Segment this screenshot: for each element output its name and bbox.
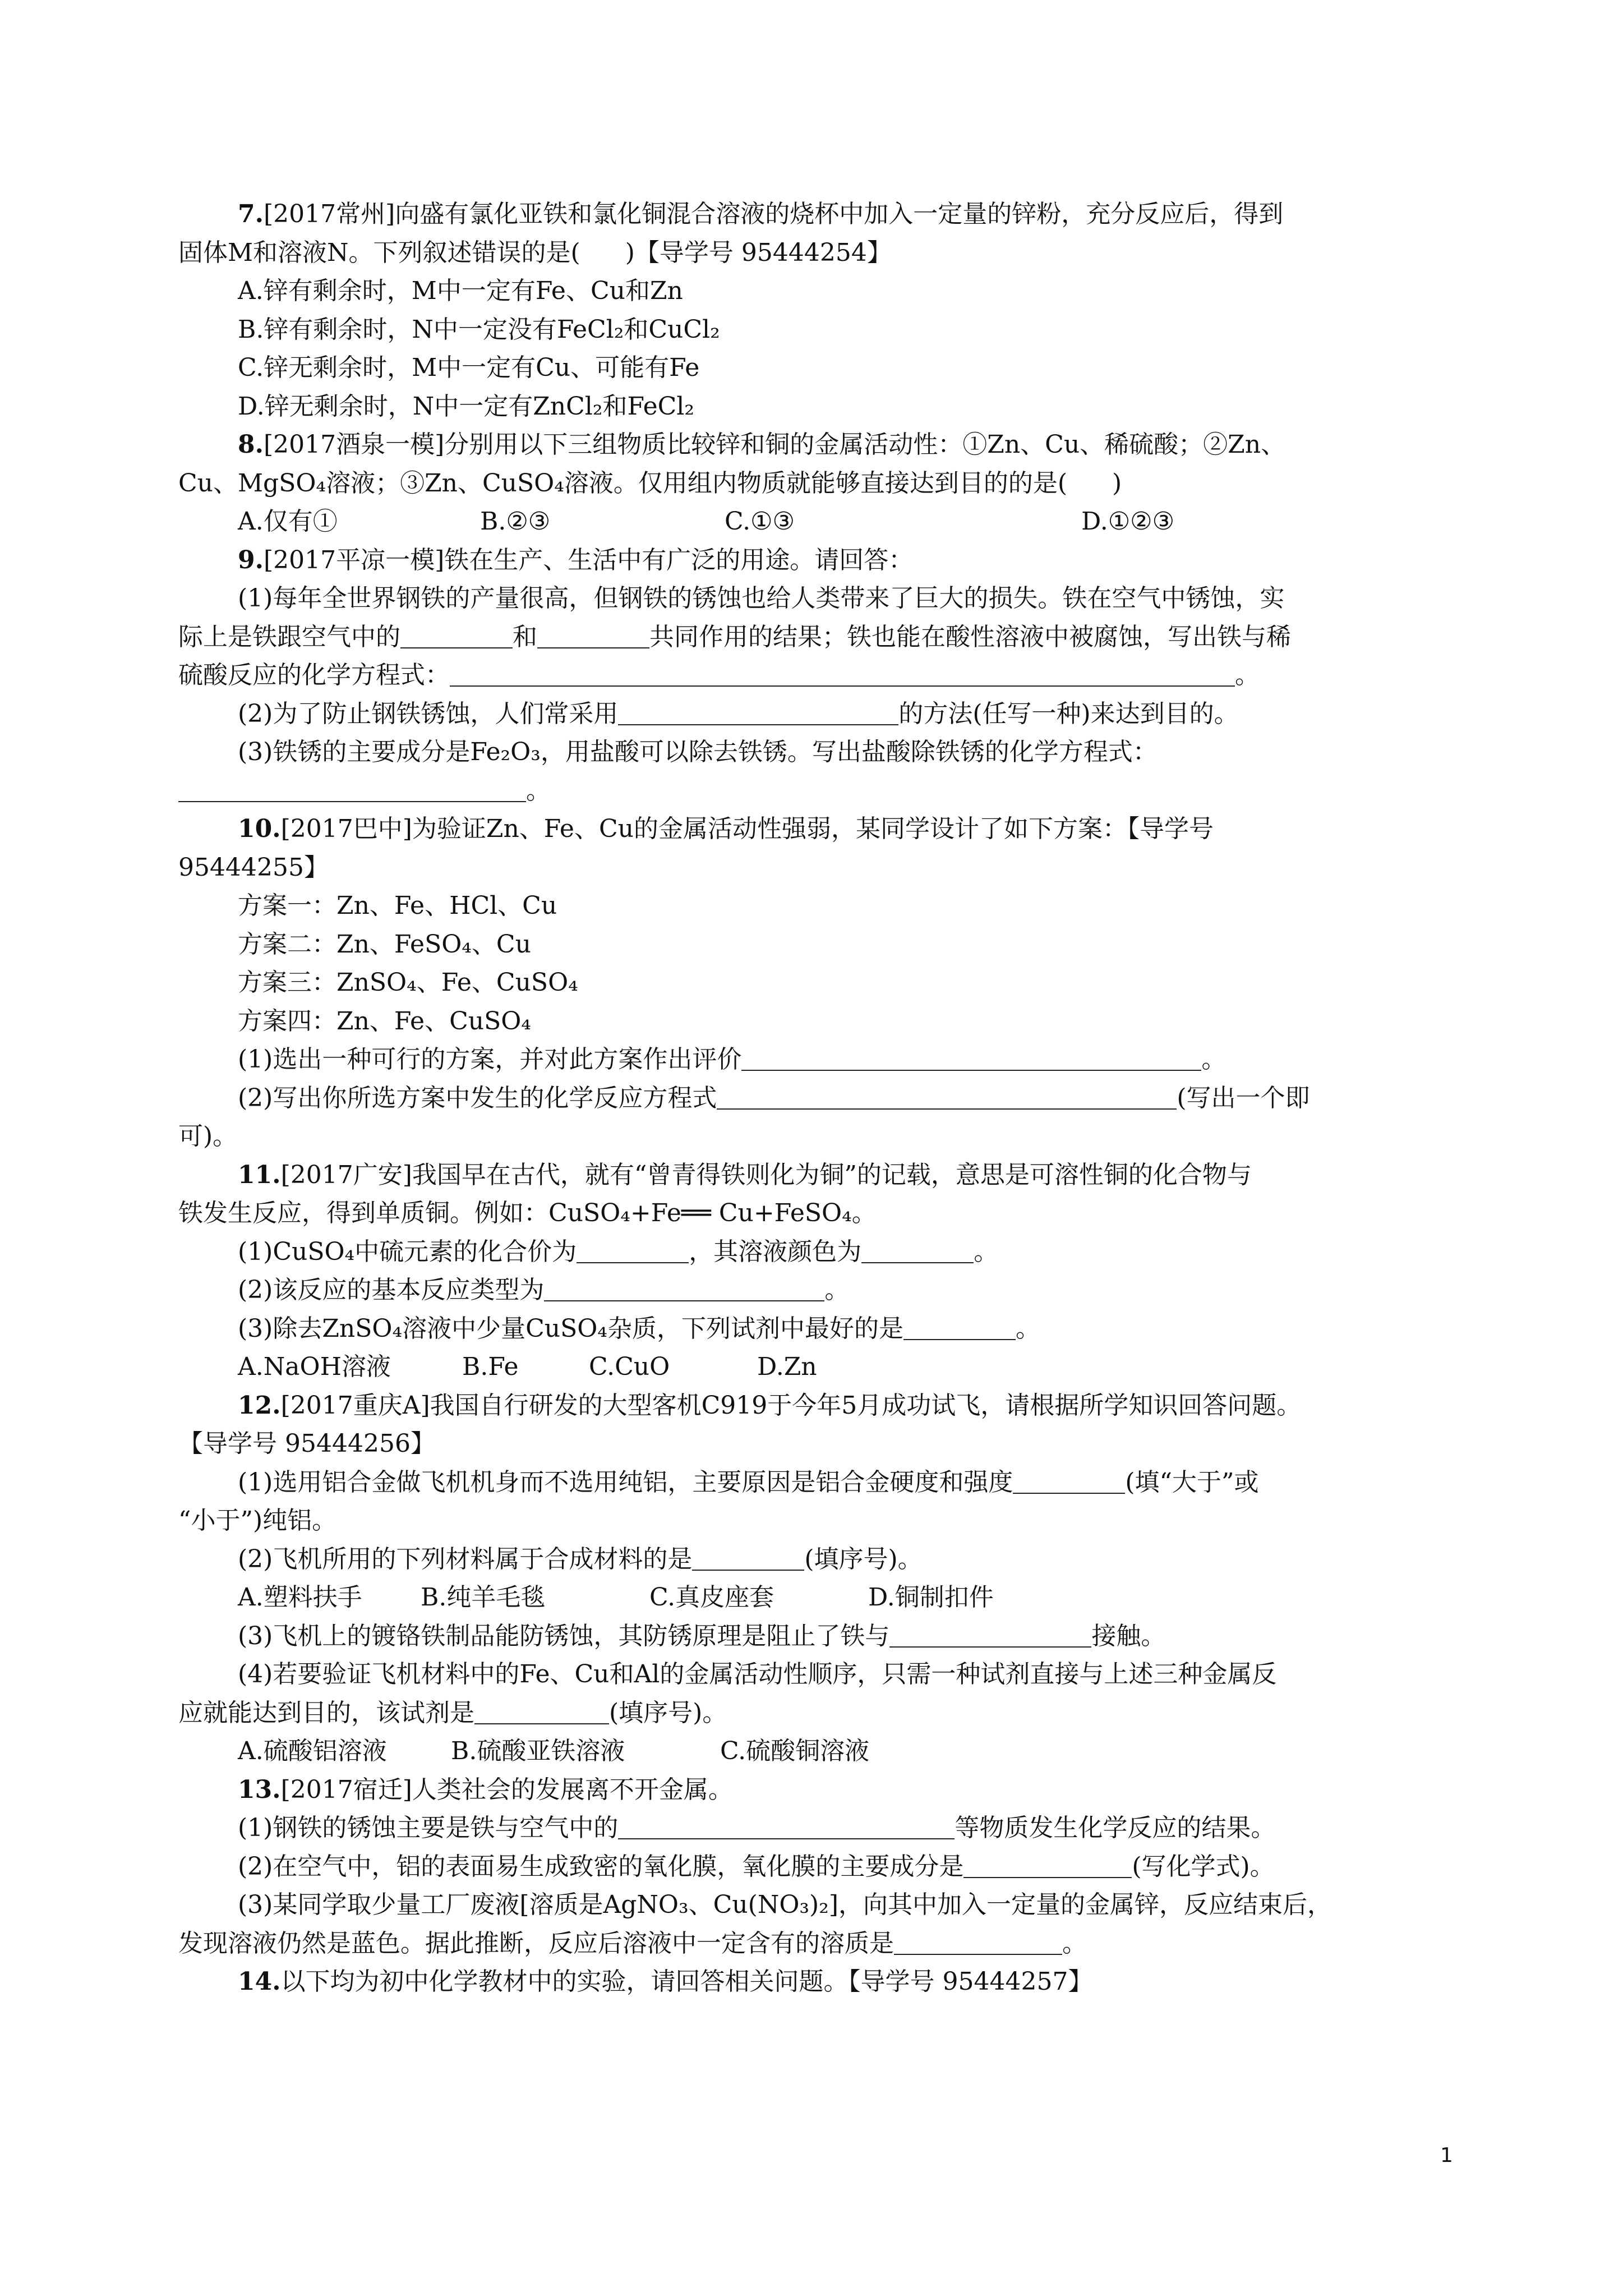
q7-option-c: C.锌无剩余时，M中一定有Cu、可能有Fe xyxy=(238,353,700,382)
q13-blank-solute[interactable] xyxy=(894,1929,1062,1955)
q9-part1-line1: (1)每年全世界钢铁的产量很高，但钢铁的锈蚀也给人类带来了巨大的损失。铁在空气中锈蚀，实 xyxy=(238,584,1285,613)
q9-blank-2[interactable] xyxy=(537,623,649,648)
q9-part1-and: 和 xyxy=(513,622,537,651)
q8-number: 8. xyxy=(238,430,264,459)
q8-stem-cont: Cu、MgSO₄溶液；③Zn、CuSO₄溶液。仅用组内物质就能够直接达到目的的是( xyxy=(178,468,1068,498)
q12-option-d: D.铜制扣件 xyxy=(868,1583,994,1612)
q9-number: 9. xyxy=(238,545,264,574)
q9-stem: [2017平凉一模]铁在生产、生活中有广泛的用途。请回答： xyxy=(263,545,914,574)
q7-stem-end: )【导学号 95444254】 xyxy=(625,238,892,267)
q12-part2-text2: (填序号)。 xyxy=(804,1544,923,1573)
q11-blank-valence[interactable] xyxy=(577,1237,689,1263)
q12-line2: 【导学号 95444256】 xyxy=(178,1429,435,1458)
q8-stem: [2017酒泉一模]分别用以下三组物质比较锌和铜的金属活动性：①Zn、Cu、稀硫酸；②Zn、 xyxy=(263,430,1286,459)
q11-part2-text: (2)该反应的基本反应类型为 xyxy=(238,1276,545,1304)
q10-part2-text: (2)写出你所选方案中发生的化学反应方程式 xyxy=(238,1083,717,1112)
q11-part1-text2: ，其溶液颜色为 xyxy=(689,1237,862,1266)
q8-option-d: D.①②③ xyxy=(1081,507,1175,536)
q11-option-c: C.CuO xyxy=(589,1352,670,1381)
q11-option-b: B.Fe xyxy=(462,1352,519,1381)
q9-part1-period: 。 xyxy=(1235,661,1260,689)
q9-blank-rust-equation[interactable] xyxy=(178,776,526,802)
q13-part3-text: 发现溶液仍然是蓝色。据此推断，反应后溶液中一定含有的溶质是 xyxy=(178,1929,894,1958)
q12-blank-material[interactable] xyxy=(692,1545,804,1571)
q13-part3-period: 。 xyxy=(1062,1929,1087,1958)
q12-option-c2: C.硫酸铜溶液 xyxy=(720,1737,870,1765)
q12-part1-text2: (填“大于”或 xyxy=(1125,1467,1259,1497)
q8-line2 xyxy=(178,464,1463,503)
q10-part2-cont: 可)。 xyxy=(178,1122,238,1151)
q13-stem: [2017宿迁]人类社会的发展离不开金属。 xyxy=(280,1775,733,1804)
q10-blank-evaluation[interactable] xyxy=(741,1045,1201,1071)
q11-part1 xyxy=(178,1233,1463,1272)
q10-stem: [2017巴中]为验证Zn、Fe、Cu的金属活动性强弱，某同学设计了如下方案：【导学号 xyxy=(280,815,1214,843)
q12-option-a: A.塑料扶手 xyxy=(238,1583,362,1612)
q11-part2 xyxy=(178,1271,1463,1310)
q12-part1 xyxy=(178,1464,1463,1502)
q10-plan-4: 方案四：Zn、Fe、CuSO₄ xyxy=(238,1006,531,1036)
q11-blank-reagent[interactable] xyxy=(903,1314,1016,1340)
q10-part1-period: 。 xyxy=(1201,1045,1227,1074)
q13-part1-text: (1)钢铁的锈蚀主要是铁与空气中的 xyxy=(238,1814,619,1842)
q11-option-a: A.NaOH溶液 xyxy=(238,1352,391,1381)
q9-part2-text2: 的方法(任写一种)来达到目的。 xyxy=(898,699,1239,728)
q13-part1-text2: 等物质发生化学反应的结果。 xyxy=(955,1814,1276,1842)
q11-part3 xyxy=(178,1310,1463,1349)
q11-part3-period: 。 xyxy=(1015,1314,1040,1343)
q8-option-a: A.仅有① xyxy=(238,507,338,536)
q13-blank-substances[interactable] xyxy=(618,1814,955,1839)
q8-stem-end: ) xyxy=(1112,468,1122,498)
q12-part4-text: 应就能达到目的，该试剂是 xyxy=(178,1698,474,1727)
q13-part2 xyxy=(178,1848,1463,1887)
q7-number: 7. xyxy=(238,200,264,228)
q12-part3-text: (3)飞机上的镀铬铁制品能防锈蚀，其防锈原理是阻止了铁与 xyxy=(238,1621,890,1650)
q7-option-b: B.锌有剩余时，N中一定没有FeCl₂和CuCl₂ xyxy=(238,315,720,344)
q12-option-b2: B.硫酸亚铁溶液 xyxy=(451,1737,625,1765)
q11-blank-reaction-type[interactable] xyxy=(544,1276,824,1301)
q10-line2: 95444255】 xyxy=(178,853,329,882)
q8-option-b: B.②③ xyxy=(480,507,551,536)
q9-part1-text3: 硫酸反应的化学方程式： xyxy=(178,661,450,689)
q13-part3-cont xyxy=(178,1925,1463,1963)
q9-part1-text2: 共同作用的结果；铁也能在酸性溶液中被腐蚀，写出铁与稀 xyxy=(649,622,1291,651)
q11-line2: 铁发生反应，得到单质铜。例如：CuSO₄+Fe══ Cu+FeSO₄。 xyxy=(178,1199,877,1227)
q12-part4: (4)若要验证飞机材料中的Fe、Cu和Al的金属活动性顺序，只需一种试剂直接与上述三种金属反 xyxy=(238,1660,1277,1688)
q10-plan-3: 方案三：ZnSO₄、Fe、CuSO₄ xyxy=(238,968,578,997)
q8-line1 xyxy=(178,426,1463,464)
q11-number: 11. xyxy=(238,1160,281,1189)
q7-option-d: D.锌无剩余时，N中一定有ZnCl₂和FeCl₂ xyxy=(238,392,695,421)
q12-blank-compare[interactable] xyxy=(1013,1468,1125,1494)
q11-stem: [2017广安]我国早在古代，就有“曾青得铁则化为铜”的记载，意思是可溶性铜的化合物与 xyxy=(280,1160,1252,1189)
q10-part1 xyxy=(178,1041,1463,1079)
q9-part3-period: 。 xyxy=(526,776,551,805)
q12-part3-text2: 接触。 xyxy=(1091,1621,1166,1650)
q12-part3 xyxy=(178,1617,1463,1656)
q12-part1-cont: “小于”)纯铝。 xyxy=(178,1506,337,1535)
q10-line1 xyxy=(178,810,1463,849)
q7-line1 xyxy=(178,195,1463,234)
q10-number: 10. xyxy=(238,815,281,843)
q11-option-d: D.Zn xyxy=(757,1352,817,1381)
q11-line1 xyxy=(178,1156,1463,1195)
q13-blank-formula[interactable] xyxy=(963,1852,1132,1878)
q9-part3-answer xyxy=(178,772,1463,811)
q12-options-1 xyxy=(178,1579,1463,1617)
q10-part2-text2: (写出一个即 xyxy=(1177,1083,1310,1112)
q12-blank-contact[interactable] xyxy=(889,1622,1091,1648)
q9-part2 xyxy=(178,695,1463,734)
q7-stem: [2017常州]向盛有氯化亚铁和氯化铜混合溶液的烧杯中加入一定量的锌粉，充分反应后，得到 xyxy=(263,200,1284,228)
q12-part2 xyxy=(178,1540,1463,1579)
q9-part1-line3 xyxy=(178,656,1463,695)
q12-part2-text: (2)飞机所用的下列材料属于合成材料的是 xyxy=(238,1544,693,1573)
q10-part1-text: (1)选出一种可行的方案，并对此方案作出评价 xyxy=(238,1045,742,1074)
q9-part2-text: (2)为了防止钢铁锈蚀，人们常采用 xyxy=(238,699,619,728)
q9-blank-equation[interactable] xyxy=(450,661,1235,687)
q14-stem: 以下均为初中化学教材中的实验，请回答相关问题。【导学号 95444257】 xyxy=(280,1967,1093,1996)
q12-options-2 xyxy=(178,1732,1463,1771)
q9-part1-text: 际上是铁跟空气中的 xyxy=(178,622,400,651)
q12-number: 12. xyxy=(238,1391,281,1420)
q7-line2 xyxy=(178,234,1463,273)
q14-number: 14. xyxy=(238,1967,281,1996)
q13-number: 13. xyxy=(238,1775,281,1804)
q13-line1 xyxy=(178,1771,1463,1810)
q10-plan-2: 方案二：Zn、FeSO₄、Cu xyxy=(238,930,531,959)
q10-blank-equation[interactable] xyxy=(717,1084,1177,1110)
page-content xyxy=(178,195,1463,2001)
q7-option-a: A.锌有剩余时，M中一定有Fe、Cu和Zn xyxy=(238,277,683,305)
q12-part1-text: (1)选用铝合金做飞机机身而不选用纯铝，主要原因是铝合金硬度和强度 xyxy=(238,1467,1013,1497)
q11-part2-period: 。 xyxy=(824,1276,850,1304)
q8-option-c: C.①③ xyxy=(725,507,795,536)
q13-part1 xyxy=(178,1809,1463,1848)
q12-line1 xyxy=(178,1387,1463,1425)
q9-line1 xyxy=(178,541,1463,580)
q13-part2-text2: (写化学式)。 xyxy=(1132,1852,1275,1881)
q12-part4-text2: (填序号)。 xyxy=(609,1698,727,1727)
q12-option-b: B.纯羊毛毯 xyxy=(421,1583,546,1612)
q11-part3-text: (3)除去ZnSO₄溶液中少量CuSO₄杂质，下列试剂中最好的是 xyxy=(238,1314,903,1343)
q11-options xyxy=(178,1348,1463,1387)
q13-part3: (3)某同学取少量工厂废液[溶质是AgNO₃、Cu(NO₃)₂]，向其中加入一定量的金属锌，反应结束后， xyxy=(238,1890,1332,1919)
q12-option-a2: A.硫酸铝溶液 xyxy=(238,1737,387,1765)
q13-part2-text: (2)在空气中，铝的表面易生成致密的氧化膜，氧化膜的主要成分是 xyxy=(238,1852,964,1881)
q9-blank-1[interactable] xyxy=(400,623,513,648)
q11-blank-color[interactable] xyxy=(861,1237,974,1263)
q12-blank-reagent[interactable] xyxy=(474,1699,609,1724)
q12-option-c: C.真皮座套 xyxy=(649,1583,774,1612)
q9-part1-line2 xyxy=(178,618,1463,657)
q8-options xyxy=(178,503,1463,541)
q11-part1-text: (1)CuSO₄中硫元素的化合价为 xyxy=(238,1237,577,1266)
q7-stem-cont: 固体M和溶液N。下列叙述错误的是( xyxy=(178,238,580,267)
q11-part1-period: 。 xyxy=(974,1237,999,1266)
q10-plan-1: 方案一：Zn、Fe、HCl、Cu xyxy=(238,891,557,920)
page-number: 1 xyxy=(1440,2144,1453,2167)
q12-part4-cont xyxy=(178,1694,1463,1733)
q9-part3: (3)铁锈的主要成分是Fe₂O₃，用盐酸可以除去铁锈。写出盐酸除铁锈的化学方程式： xyxy=(238,738,1158,766)
q12-stem: [2017重庆A]我国自行研发的大型客机C919于今年5月成功试飞，请根据所学知识回答问题。 xyxy=(280,1391,1302,1420)
q10-part2 xyxy=(178,1079,1463,1118)
q14-line1 xyxy=(178,1963,1463,2001)
q9-blank-method[interactable] xyxy=(618,700,898,725)
